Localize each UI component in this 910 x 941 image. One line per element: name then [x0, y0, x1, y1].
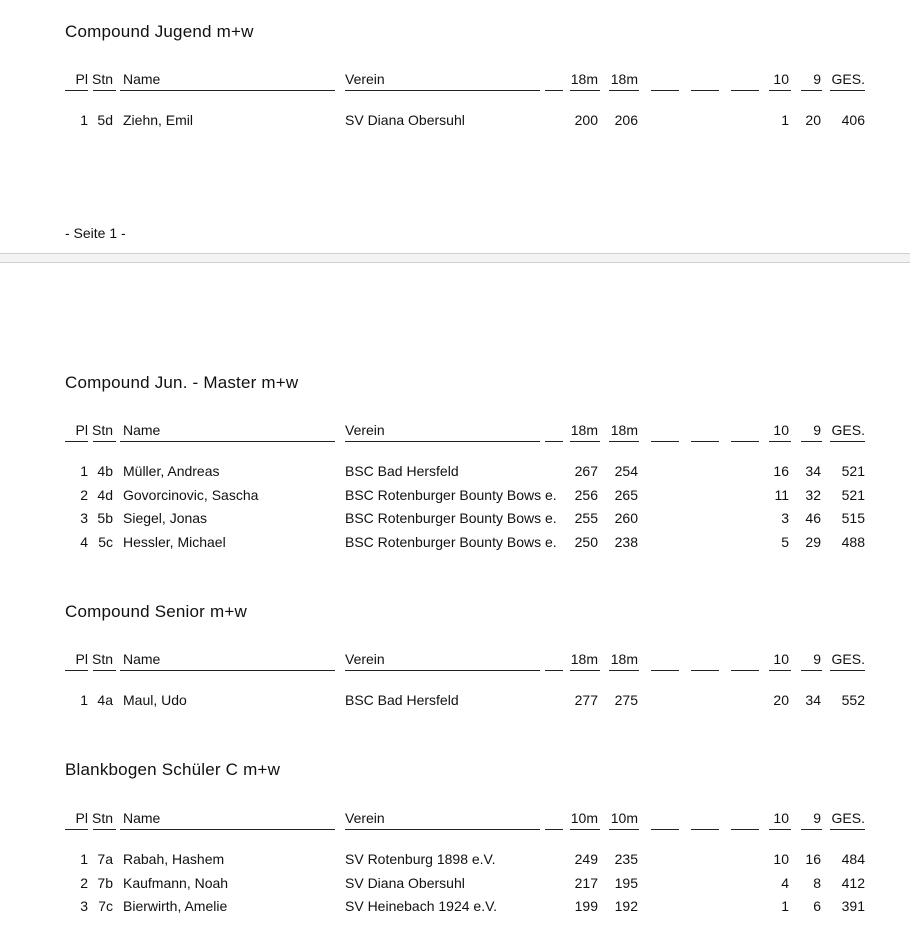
- cell-score-2: 238: [614, 534, 638, 550]
- cell-score-1: 256: [574, 487, 598, 503]
- cell-total: 521: [841, 463, 865, 479]
- cell-name: Hessler, Michael: [123, 534, 226, 550]
- cell-club: BSC Bad Hersfeld: [345, 692, 459, 708]
- cell-score-1: 250: [574, 534, 598, 550]
- cell-place: 3: [80, 510, 88, 526]
- cell-tens: 10: [773, 851, 789, 867]
- cell-station: 4b: [97, 463, 113, 479]
- header-underline: [93, 670, 116, 671]
- cell-place: 2: [80, 875, 88, 891]
- cell-name: Bierwirth, Amelie: [123, 898, 228, 914]
- cell-score-2: 235: [614, 851, 638, 867]
- cell-name: Govorcinovic, Sascha: [123, 487, 259, 503]
- col-header-distance-1: 18m: [570, 71, 598, 87]
- header-underline: [651, 90, 679, 91]
- cell-tens: 4: [781, 875, 789, 891]
- header-underline: [545, 441, 563, 442]
- header-underline: [570, 829, 600, 830]
- col-header-verein: Verein: [345, 422, 385, 438]
- col-header-name: Name: [123, 651, 161, 667]
- table-header: [0, 651, 910, 669]
- header-underline: [801, 829, 822, 830]
- cell-score-1: 255: [574, 510, 598, 526]
- cell-station: 5c: [98, 534, 113, 550]
- col-header-distance-2: 18m: [610, 422, 638, 438]
- header-underline: [65, 670, 88, 671]
- header-underline: [545, 90, 563, 91]
- cell-station: 4a: [97, 692, 113, 708]
- col-header-total: GES.: [831, 71, 865, 87]
- col-header-stn: Stn: [91, 810, 113, 826]
- header-underline: [731, 90, 759, 91]
- cell-nines: 29: [805, 534, 821, 550]
- cell-score-2: 192: [614, 898, 638, 914]
- col-header-nines: 9: [813, 71, 821, 87]
- header-underline: [65, 441, 88, 442]
- cell-name: Siegel, Jonas: [123, 510, 208, 526]
- table-row: [0, 487, 910, 505]
- col-header-distance-2: 10m: [610, 810, 638, 826]
- cell-score-2: 260: [614, 510, 638, 526]
- cell-tens: 11: [774, 487, 789, 503]
- col-header-distance-1: 18m: [570, 422, 598, 438]
- cell-club: SV Heinebach 1924 e.V.: [345, 898, 498, 914]
- header-underline: [801, 670, 822, 671]
- cell-club: BSC Bad Hersfeld: [345, 463, 459, 479]
- cell-club: BSC Rotenburger Bounty Bows e.: [345, 534, 557, 550]
- cell-score-2: 195: [614, 875, 638, 891]
- cell-name: Müller, Andreas: [123, 463, 220, 479]
- header-underline: [691, 670, 719, 671]
- cell-place: 3: [80, 898, 88, 914]
- table-row: [0, 112, 910, 130]
- cell-station: 5d: [97, 112, 113, 128]
- cell-score-1: 267: [574, 463, 598, 479]
- header-underline: [801, 441, 822, 442]
- cell-place: 1: [80, 692, 88, 708]
- header-underline: [93, 90, 116, 91]
- cell-club: SV Rotenburg 1898 e.V.: [345, 851, 496, 867]
- cell-club: SV Diana Obersuhl: [345, 112, 465, 128]
- header-underline: [545, 670, 563, 671]
- cell-total: 406: [841, 112, 865, 128]
- col-header-stn: Stn: [91, 422, 113, 438]
- col-header-distance-1: 18m: [570, 651, 598, 667]
- cell-name: Kaufmann, Noah: [123, 875, 229, 891]
- cell-nines: 46: [805, 510, 821, 526]
- header-underline: [345, 829, 540, 830]
- col-header-stn: Stn: [91, 71, 113, 87]
- header-underline: [769, 441, 791, 442]
- col-header-distance-2: 18m: [610, 651, 638, 667]
- header-underline: [691, 829, 719, 830]
- cell-score-1: 249: [574, 851, 598, 867]
- table-row: [0, 534, 910, 552]
- col-header-tens: 10: [773, 422, 789, 438]
- cell-club: BSC Rotenburger Bounty Bows e.: [345, 487, 557, 503]
- cell-nines: 8: [813, 875, 821, 891]
- table-row: [0, 898, 910, 916]
- col-header-nines: 9: [813, 422, 821, 438]
- section-title: Compound Jun. - Master m+w: [65, 373, 299, 392]
- header-underline: [691, 441, 719, 442]
- col-header-tens: 10: [773, 651, 789, 667]
- header-underline: [65, 829, 88, 830]
- header-underline: [651, 441, 679, 442]
- cell-place: 2: [80, 487, 88, 503]
- cell-station: 4d: [97, 487, 113, 503]
- cell-score-2: 206: [614, 112, 638, 128]
- cell-tens: 20: [773, 692, 789, 708]
- cell-score-1: 200: [574, 112, 598, 128]
- header-underline: [801, 90, 822, 91]
- header-underline: [120, 670, 335, 671]
- cell-place: 1: [80, 463, 88, 479]
- col-header-verein: Verein: [345, 810, 385, 826]
- cell-name: Ziehn, Emil: [123, 112, 194, 128]
- header-underline: [651, 829, 679, 830]
- header-underline: [830, 670, 865, 671]
- col-header-tens: 10: [773, 810, 789, 826]
- col-header-nines: 9: [813, 810, 821, 826]
- col-header-pl: Pl: [75, 651, 88, 667]
- cell-name: Rabah, Hashem: [123, 851, 225, 867]
- cell-total: 521: [841, 487, 865, 503]
- cell-nines: 32: [805, 487, 821, 503]
- col-header-verein: Verein: [345, 651, 385, 667]
- header-underline: [731, 441, 759, 442]
- col-header-stn: Stn: [91, 651, 113, 667]
- col-header-name: Name: [123, 71, 161, 87]
- col-header-total: GES.: [831, 810, 865, 826]
- cell-score-1: 199: [574, 898, 598, 914]
- cell-total: 515: [841, 510, 865, 526]
- col-header-distance-2: 18m: [610, 71, 638, 87]
- header-underline: [830, 829, 865, 830]
- header-underline: [609, 90, 639, 91]
- section-title: Blankbogen Schüler C m+w: [65, 760, 281, 779]
- header-underline: [570, 670, 600, 671]
- header-underline: [609, 670, 639, 671]
- col-header-nines: 9: [813, 651, 821, 667]
- cell-tens: 1: [781, 112, 789, 128]
- header-underline: [570, 90, 600, 91]
- cell-tens: 5: [781, 534, 789, 550]
- header-underline: [769, 670, 791, 671]
- header-underline: [570, 441, 600, 442]
- col-header-pl: Pl: [75, 71, 88, 87]
- cell-total: 484: [841, 851, 865, 867]
- table-header: [0, 422, 910, 440]
- col-header-verein: Verein: [345, 71, 385, 87]
- col-header-total: GES.: [831, 422, 865, 438]
- header-underline: [830, 441, 865, 442]
- col-header-total: GES.: [831, 651, 865, 667]
- cell-nines: 6: [813, 898, 821, 914]
- cell-club: SV Diana Obersuhl: [345, 875, 465, 891]
- section-title: Compound Jugend m+w: [65, 22, 254, 41]
- table-row: [0, 463, 910, 481]
- cell-station: 7c: [98, 898, 113, 914]
- cell-score-2: 254: [614, 463, 638, 479]
- cell-place: 1: [80, 112, 88, 128]
- cell-tens: 1: [781, 898, 789, 914]
- header-underline: [731, 670, 759, 671]
- cell-nines: 20: [805, 112, 821, 128]
- header-underline: [609, 441, 639, 442]
- header-underline: [651, 670, 679, 671]
- cell-score-2: 275: [614, 692, 638, 708]
- cell-nines: 34: [805, 692, 821, 708]
- table-header: [0, 810, 910, 828]
- cell-name: Maul, Udo: [123, 692, 187, 708]
- header-underline: [345, 670, 540, 671]
- cell-station: 5b: [97, 510, 113, 526]
- header-underline: [345, 441, 540, 442]
- col-header-name: Name: [123, 422, 161, 438]
- cell-tens: 16: [773, 463, 789, 479]
- header-underline: [769, 90, 791, 91]
- col-header-tens: 10: [773, 71, 789, 87]
- header-underline: [691, 90, 719, 91]
- col-header-pl: Pl: [75, 422, 88, 438]
- page-footer: - Seite 1 -: [65, 225, 126, 241]
- table-row: [0, 875, 910, 893]
- table-row: [0, 510, 910, 528]
- header-underline: [731, 829, 759, 830]
- cell-score-1: 217: [574, 875, 598, 891]
- cell-score-2: 265: [614, 487, 638, 503]
- table-row: [0, 851, 910, 869]
- col-header-pl: Pl: [75, 810, 88, 826]
- page-separator: [0, 253, 910, 263]
- header-underline: [830, 90, 865, 91]
- cell-tens: 3: [781, 510, 789, 526]
- table-row: [0, 692, 910, 710]
- cell-score-1: 277: [574, 692, 598, 708]
- header-underline: [345, 90, 540, 91]
- cell-station: 7a: [97, 851, 113, 867]
- header-underline: [93, 829, 116, 830]
- header-underline: [65, 90, 88, 91]
- cell-nines: 16: [805, 851, 821, 867]
- section-title: Compound Senior m+w: [65, 602, 247, 621]
- header-underline: [93, 441, 116, 442]
- header-underline: [120, 90, 335, 91]
- cell-total: 391: [841, 898, 865, 914]
- header-underline: [769, 829, 791, 830]
- col-header-name: Name: [123, 810, 161, 826]
- cell-total: 552: [841, 692, 865, 708]
- cell-place: 4: [80, 534, 88, 550]
- header-underline: [609, 829, 639, 830]
- table-header: [0, 71, 910, 89]
- header-underline: [120, 441, 335, 442]
- cell-station: 7b: [97, 875, 113, 891]
- header-underline: [545, 829, 563, 830]
- cell-total: 412: [841, 875, 865, 891]
- header-underline: [120, 829, 335, 830]
- cell-place: 1: [80, 851, 88, 867]
- cell-nines: 34: [805, 463, 821, 479]
- cell-club: BSC Rotenburger Bounty Bows e.: [345, 510, 557, 526]
- col-header-distance-1: 10m: [570, 810, 598, 826]
- cell-total: 488: [841, 534, 865, 550]
